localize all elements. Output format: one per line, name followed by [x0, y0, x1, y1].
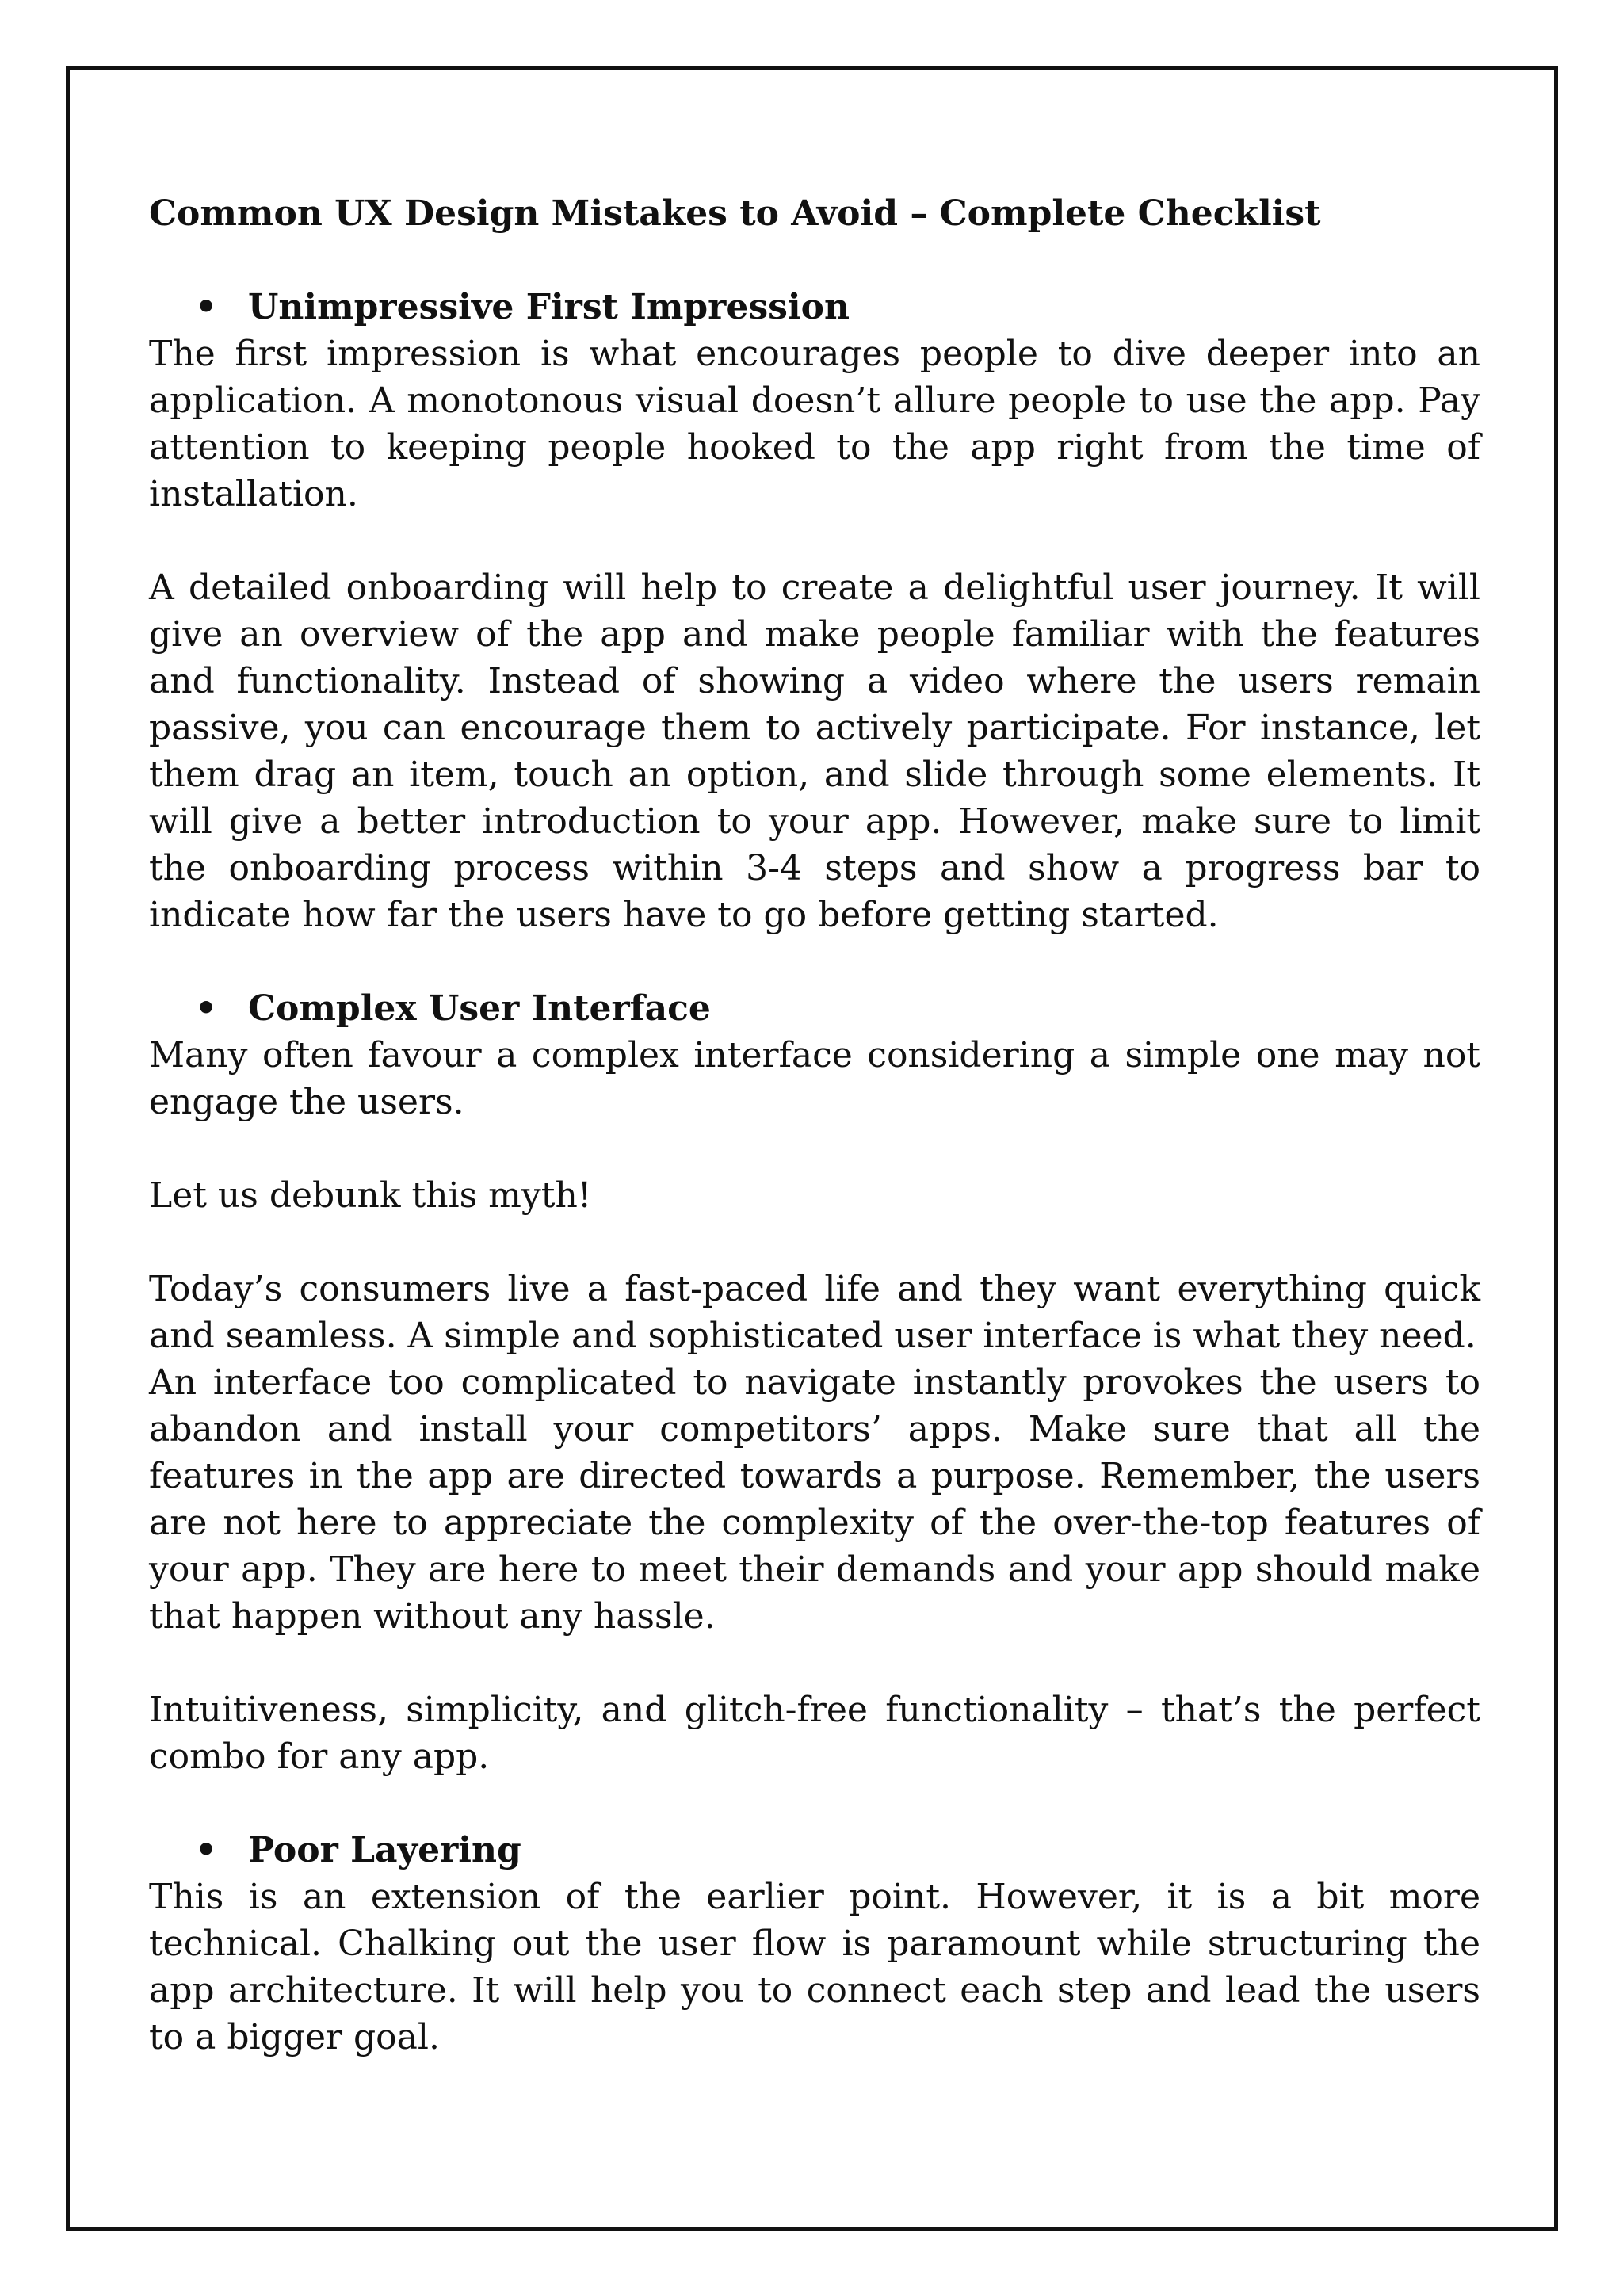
section-heading-first-impression [149, 284, 1480, 330]
paragraph: An interface too complicated to navigate instantly provokes the users to abandon and install your competitors’ apps. Make sure that all the features in the app are directed towards a purpose. Remember, the users are not here to appreciate the complexity of the over-the-top features of your app. They are here to meet their demands and your app should make that happen without any hassle. [149, 1362, 1480, 1637]
section-heading-label: Unimpressive First Impression [248, 287, 850, 327]
paragraph: Today’s consumers live a fast-paced life and they want everything quick and seamless. A simple and sophisticated user interface is what they need. [149, 1269, 1480, 1356]
bullet-icon: • [195, 1830, 218, 1870]
paragraph: The first impression is what encourages people to dive deeper into an application. A monotonous visual doesn’t allure people to use the app. Pay attention to keeping people hooked to the app right from the time of installation. [149, 334, 1480, 514]
paragraph: A detailed onboarding will help to create a delightful user journey. It will give an overview of the app and make people familiar with the features and functionality. Instead of showing a video where the users remain passive, you can encourage them to actively participate. For instance, let them drag an item, touch an option, and slide through some elements. It will give a better introduction to your app. However, make sure to limit the onboarding process within 3-4 steps and show a progress bar to indicate how far the users have to go before getting started. [149, 567, 1480, 935]
section-heading-complex-ui [149, 985, 1480, 1032]
paragraph-gap [149, 1780, 1480, 1827]
paragraph-gap [149, 938, 1480, 985]
section-heading-poor-layering [149, 1827, 1480, 1874]
paragraph: Let us debunk this myth! [149, 1175, 592, 1216]
document-title: Common UX Design Mistakes to Avoid – Complete Checklist [149, 193, 1321, 234]
paragraph-gap [149, 518, 1480, 564]
section-heading-label: Poor Layering [248, 1830, 521, 1870]
bullet-icon: • [195, 287, 218, 327]
section-heading-label: Complex User Interface [248, 988, 711, 1029]
paragraph: Intuitiveness, simplicity, and glitch-free functionality – that’s the perfect combo for any app. [149, 1690, 1480, 1777]
bullet-icon: • [195, 988, 218, 1029]
paragraph: Many often favour a complex interface considering a simple one may not engage the users. [149, 1035, 1480, 1122]
document-body [149, 190, 1480, 2061]
paragraph-gap [149, 1219, 1480, 1266]
paragraph: This is an extension of the earlier point. However, it is a bit more technical. Chalking out the user flow is paramount while structuring the app architecture. It will help you to connect each step and lead the users to a bigger goal. [149, 1877, 1480, 2057]
paragraph-gap [149, 1125, 1480, 1172]
paragraph-gap [149, 1640, 1480, 1687]
